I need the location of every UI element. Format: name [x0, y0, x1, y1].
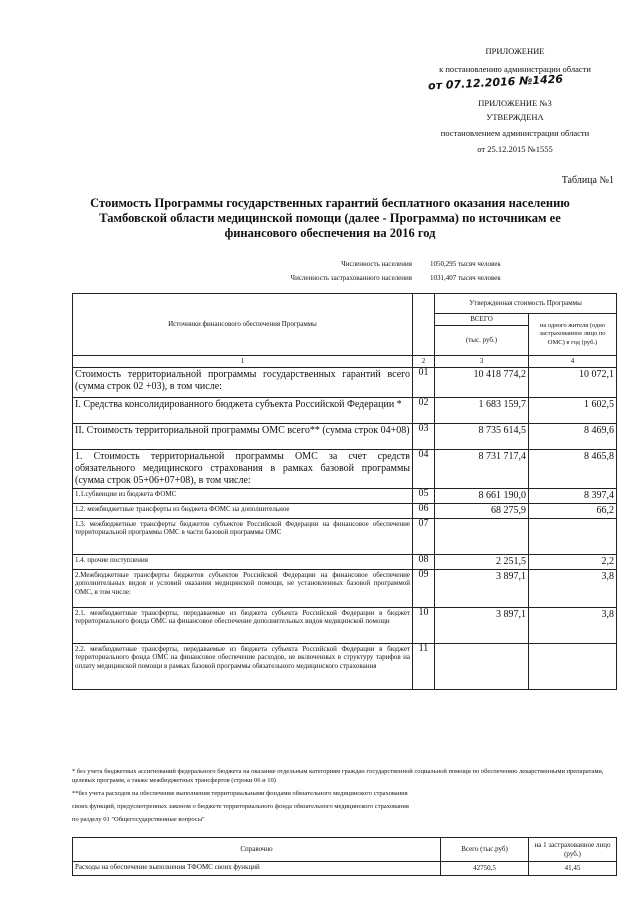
- cost-table: [72, 293, 617, 690]
- footnote-2b: своих функций, предусмотренных законом о бюджете территориального фонда обязательного медицинского страхования: [72, 803, 409, 810]
- row-per-capita: 3,8: [529, 607, 617, 643]
- row-code: 06: [413, 503, 435, 518]
- page-title: Стоимость Программы государственных гарантий бесплатного оказания населению Тамбовской области медицинской помощи (далее - Программа) по источникам ее финансового обеспечения на 2016 год: [90, 196, 570, 240]
- footnote-2a: **без учета расходов на обеспечение выполнения территориальными фондами обязательного медицинского страхования: [72, 790, 408, 797]
- handwritten-ref: от 07.12.2016 №1426: [427, 72, 564, 93]
- appendix3-label: ПРИЛОЖЕНИЕ №3: [478, 98, 552, 108]
- ref-header: Справочно: [73, 838, 441, 862]
- approved-label: УТВЕРЖДЕНА: [486, 112, 544, 122]
- resolution-ref: к постановлению администрации области: [439, 64, 591, 74]
- row-code: 04: [413, 449, 435, 488]
- row-source: 1.1.субвенции из бюджета ФОМС: [73, 488, 413, 503]
- table-row: [73, 503, 617, 518]
- row-total: 2 251,5: [435, 554, 529, 569]
- row-source: 2.2. межбюджетные трансферты, передаваемые из бюджета субъекта Российской Федерации в бюджет территориального фонда ОМС на финансовое обеспечение расходов, не включенных в структуру тарифов на оплату медицинской помощи в рамках базовой программы обязательного медицинского страхования: [73, 643, 413, 689]
- row-per-capita: [529, 518, 617, 554]
- table-row: [73, 488, 617, 503]
- approved-date: от 25.12.2015 №1555: [477, 144, 553, 154]
- row-per-capita: 8 469,6: [529, 423, 617, 449]
- table-row: [73, 367, 617, 397]
- row-source: 2.Межбюджетные трансферты бюджетов субъектов Российской Федерации на финансовое обеспечение дополнительных видов и условий оказания медицинской помощи, не установленных базовой программой ОМС, в том числе:: [73, 569, 413, 607]
- row-source: II. Стоимость территориальной программы ОМС всего** (сумма строк 04+08): [73, 423, 413, 449]
- row-total: [435, 518, 529, 554]
- row-code: 03: [413, 423, 435, 449]
- table-row: [73, 518, 617, 554]
- population-value: 1050,295 тысяч человек: [430, 260, 501, 268]
- row-source: 1. Стоимость территориальной программы ОМС за счет средств обязательного медицинского страхования в рамках базовой программы (сумма строк 05+06+07+08), в том числе:: [73, 449, 413, 488]
- table-label: Таблица №1: [561, 175, 614, 186]
- col-num: 2: [413, 356, 435, 368]
- population-label: Численность населения: [341, 260, 412, 268]
- appendix-label: ПРИЛОЖЕНИЕ: [485, 46, 545, 56]
- row-source: 1.4. прочие поступления: [73, 554, 413, 569]
- footnote-1: * без учета бюджетных ассигнований федерального бюджета на оказание отдельным категориям граждан государственной социальной помощи по обеспечению лекарственными препаратами, целевых программ, а также межбюджетных трансфертов (строки 06 и 10): [72, 768, 604, 784]
- col-code-header: [413, 294, 435, 356]
- row-code: 09: [413, 569, 435, 607]
- row-source: Стоимость территориальной программы государственных гарантий всего (сумма строк 02 +03), в том числе:: [73, 367, 413, 397]
- row-per-capita: 8 465,8: [529, 449, 617, 488]
- row-total: [435, 643, 529, 689]
- col-total-header: ВСЕГО: [435, 314, 529, 326]
- col-approved-header: Утвержденная стоимость Программы: [435, 294, 617, 314]
- row-per-capita: 66,2: [529, 503, 617, 518]
- insured-value: 1031,407 тысяч человек: [430, 274, 501, 282]
- row-code: 01: [413, 367, 435, 397]
- row-per-capita: 3,8: [529, 569, 617, 607]
- row-code: 08: [413, 554, 435, 569]
- row-code: 02: [413, 397, 435, 423]
- col-num: 3: [435, 356, 529, 368]
- row-per-capita: 1 602,5: [529, 397, 617, 423]
- table-row: [73, 423, 617, 449]
- col-per-capita-header: на одного жителя (одно застрахованное лицо по ОМС) в год (руб.): [529, 314, 617, 356]
- ref-row-label: Расходы на обеспечение выполнения ТФОМС своих функций: [73, 862, 441, 876]
- table-row: [73, 397, 617, 423]
- table-row: [73, 607, 617, 643]
- row-total: 8 735 614,5: [435, 423, 529, 449]
- row-code: 07: [413, 518, 435, 554]
- row-per-capita: [529, 643, 617, 689]
- insured-label: Численность застрахованного населения: [290, 274, 412, 282]
- row-code: 10: [413, 607, 435, 643]
- row-code: 11: [413, 643, 435, 689]
- row-source: 2.1. межбюджетные трансферты, передаваемые из бюджета субъекта Российской Федерации в бюджет территориального фонда ОМС на финансовое обеспечение дополнительных видов медицинской помощи: [73, 607, 413, 643]
- row-total: 8 661 190,0: [435, 488, 529, 503]
- row-total: 3 897,1: [435, 607, 529, 643]
- row-total: 8 731 717,4: [435, 449, 529, 488]
- table-row: [73, 569, 617, 607]
- ref-per-header: на 1 застрахованное лицо (руб.): [529, 838, 617, 862]
- ref-row-total: 42750,5: [441, 862, 529, 876]
- reference-table: [72, 837, 617, 876]
- table-row: [73, 554, 617, 569]
- row-total: 1 683 159,7: [435, 397, 529, 423]
- footnote-2c: по разделу 01 "Общегосударственные вопросы": [72, 816, 205, 823]
- row-per-capita: 10 072,1: [529, 367, 617, 397]
- approved-by: постановлением администрации области: [440, 128, 590, 138]
- row-per-capita: 2,2: [529, 554, 617, 569]
- row-source: I. Средства консолидированного бюджета субъекта Российской Федерации *: [73, 397, 413, 423]
- row-total: 10 418 774,2: [435, 367, 529, 397]
- row-per-capita: 8 397,4: [529, 488, 617, 503]
- col-num: 1: [73, 356, 413, 368]
- ref-row-per: 41,45: [529, 862, 617, 876]
- row-total: 68 275,9: [435, 503, 529, 518]
- table-row: [73, 449, 617, 488]
- row-total: 3 897,1: [435, 569, 529, 607]
- row-source: 1.2. межбюджетные трансферты из бюджета ФОМС на дополнительное: [73, 503, 413, 518]
- col-total-unit: (тыс. руб.): [435, 326, 529, 356]
- col-num: 4: [529, 356, 617, 368]
- row-source: 1.3. межбюджетные трансферты бюджетов субъектов Российской Федерации на финансовое обеспечение территориальной программы ОМС в части базовой программы ОМС: [73, 518, 413, 554]
- col-source-header: Источники финансового обеспечения Программы: [73, 294, 413, 356]
- table-row: [73, 643, 617, 689]
- ref-total-header: Всего (тыс.руб): [441, 838, 529, 862]
- row-code: 05: [413, 488, 435, 503]
